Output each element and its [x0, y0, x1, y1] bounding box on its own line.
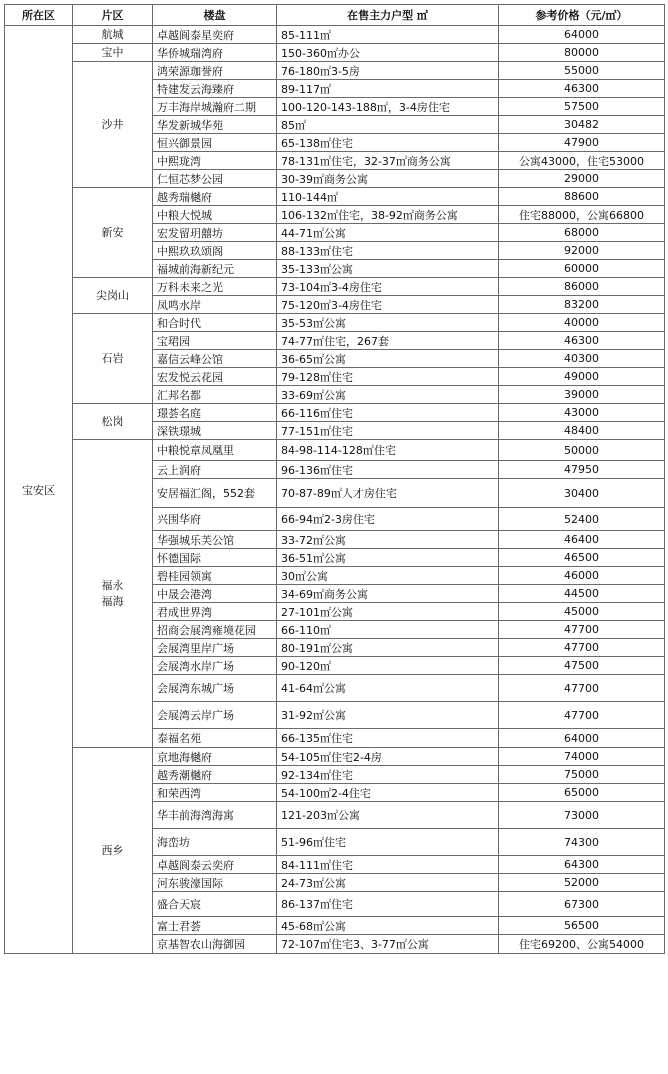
price-cell: 55000 [499, 62, 665, 80]
price-cell: 49000 [499, 368, 665, 386]
project-name-cell: 卓越阆泰云奕府 [153, 856, 277, 874]
price-cell: 73000 [499, 802, 665, 829]
unit-type-cell: 30-39㎡商务公寓 [277, 170, 499, 188]
price-cell: 56500 [499, 917, 665, 935]
price-cell: 74300 [499, 829, 665, 856]
price-cell: 68000 [499, 224, 665, 242]
unit-type-cell: 88-133㎡住宅 [277, 242, 499, 260]
price-cell: 64000 [499, 729, 665, 748]
project-name-cell: 宏发悦云花园 [153, 368, 277, 386]
project-name-cell: 中晟会港湾 [153, 585, 277, 603]
unit-type-cell: 70-87-89㎡人才房住宅 [277, 479, 499, 508]
unit-type-cell: 27-101㎡公寓 [277, 603, 499, 621]
table-row [5, 44, 665, 62]
price-cell: 74000 [499, 748, 665, 766]
unit-type-cell: 31-92㎡公寓 [277, 702, 499, 729]
price-cell: 住宅69200、公寓54000 [499, 935, 665, 954]
project-name-cell: 鸿荣源珈誉府 [153, 62, 277, 80]
project-name-cell: 会展湾水岸广场 [153, 657, 277, 675]
area-cell: 福永 福海 [73, 440, 153, 748]
unit-type-cell: 45-68㎡公寓 [277, 917, 499, 935]
unit-type-cell: 54-105㎡住宅2-4房 [277, 748, 499, 766]
unit-type-cell: 76-180㎡3-5房 [277, 62, 499, 80]
project-name-cell: 怀德国际 [153, 549, 277, 567]
project-name-cell: 汇邦名都 [153, 386, 277, 404]
unit-type-cell: 72-107㎡住宅3、3-77㎡公寓 [277, 935, 499, 954]
project-name-cell: 华发新城华苑 [153, 116, 277, 134]
area-cell: 石岩 [73, 314, 153, 404]
district-cell: 宝安区 [5, 26, 73, 954]
price-cell: 48400 [499, 422, 665, 440]
price-cell: 64000 [499, 26, 665, 44]
table-row [5, 314, 665, 332]
unit-type-cell: 51-96㎡住宅 [277, 829, 499, 856]
unit-type-cell: 80-191㎡公寓 [277, 639, 499, 657]
project-name-cell: 和荣西湾 [153, 784, 277, 802]
price-cell: 47950 [499, 461, 665, 479]
unit-type-cell: 89-117㎡ [277, 80, 499, 98]
project-name-cell: 仁恒芯梦公园 [153, 170, 277, 188]
price-cell: 47700 [499, 621, 665, 639]
header-unit-type: 在售主力户型 ㎡ [277, 5, 499, 26]
project-name-cell: 卓越阆泰星奕府 [153, 26, 277, 44]
unit-type-cell: 85-111㎡ [277, 26, 499, 44]
price-cell: 65000 [499, 784, 665, 802]
table-row [5, 62, 665, 80]
project-name-cell: 君成世界湾 [153, 603, 277, 621]
unit-type-cell: 84-111㎡住宅 [277, 856, 499, 874]
project-name-cell: 京基智农山海御园 [153, 935, 277, 954]
price-cell: 47700 [499, 702, 665, 729]
project-name-cell: 福城前海新纪元 [153, 260, 277, 278]
price-cell: 80000 [499, 44, 665, 62]
price-cell: 46400 [499, 531, 665, 549]
project-name-cell: 京地海樾府 [153, 748, 277, 766]
project-name-cell: 会展湾里岸广场 [153, 639, 277, 657]
project-name-cell: 华丰前海湾海寓 [153, 802, 277, 829]
project-name-cell: 璟荟名庭 [153, 404, 277, 422]
project-name-cell: 盛合天宸 [153, 892, 277, 917]
unit-type-cell: 106-132㎡住宅，38-92㎡商务公寓 [277, 206, 499, 224]
unit-type-cell: 96-136㎡住宅 [277, 461, 499, 479]
header-area: 片区 [73, 5, 153, 26]
price-cell: 75000 [499, 766, 665, 784]
project-name-cell: 和合时代 [153, 314, 277, 332]
unit-type-cell: 44-71㎡公寓 [277, 224, 499, 242]
project-name-cell: 万丰海岸城瀚府二期 [153, 98, 277, 116]
price-cell: 住宅88000，公寓66800 [499, 206, 665, 224]
project-name-cell: 凤鸣水岸 [153, 296, 277, 314]
unit-type-cell: 30㎡公寓 [277, 567, 499, 585]
area-cell: 沙井 [73, 62, 153, 188]
table-row [5, 188, 665, 206]
price-cell: 43000 [499, 404, 665, 422]
project-name-cell: 招商会展湾雍境花园 [153, 621, 277, 639]
unit-type-cell: 110-144㎡ [277, 188, 499, 206]
price-cell: 52400 [499, 508, 665, 531]
header-price: 参考价格（元/㎡） [499, 5, 665, 26]
unit-type-cell: 73-104㎡3-4房住宅 [277, 278, 499, 296]
area-cell: 西乡 [73, 748, 153, 954]
unit-type-cell: 75-120㎡3-4房住宅 [277, 296, 499, 314]
unit-type-cell: 74-77㎡住宅，267套 [277, 332, 499, 350]
housing-price-table [4, 4, 665, 954]
unit-type-cell: 35-53㎡公寓 [277, 314, 499, 332]
unit-type-cell: 35-133㎡公寓 [277, 260, 499, 278]
price-cell: 40300 [499, 350, 665, 368]
price-cell: 29000 [499, 170, 665, 188]
price-cell: 67300 [499, 892, 665, 917]
unit-type-cell: 84-98-114-128㎡住宅 [277, 440, 499, 461]
price-cell: 47900 [499, 134, 665, 152]
unit-type-cell: 100-120-143-188㎡，3-4房住宅 [277, 98, 499, 116]
unit-type-cell: 121-203㎡公寓 [277, 802, 499, 829]
price-cell: 50000 [499, 440, 665, 461]
unit-type-cell: 33-69㎡公寓 [277, 386, 499, 404]
project-name-cell: 宏发留玥囍坊 [153, 224, 277, 242]
unit-type-cell: 65-138㎡住宅 [277, 134, 499, 152]
table-body [5, 26, 665, 954]
area-cell: 尖岗山 [73, 278, 153, 314]
project-name-cell: 华强城乐芙公馆 [153, 531, 277, 549]
price-cell: 30400 [499, 479, 665, 508]
area-cell: 航城 [73, 26, 153, 44]
table-row [5, 748, 665, 766]
unit-type-cell: 66-116㎡住宅 [277, 404, 499, 422]
project-name-cell: 华侨城瑞湾府 [153, 44, 277, 62]
unit-type-cell: 77-151㎡住宅 [277, 422, 499, 440]
project-name-cell: 万科未来之光 [153, 278, 277, 296]
project-name-cell: 兴围华府 [153, 508, 277, 531]
price-cell: 46300 [499, 332, 665, 350]
price-cell: 47700 [499, 675, 665, 702]
project-name-cell: 中熙玖玖颂阁 [153, 242, 277, 260]
table-row [5, 278, 665, 296]
project-name-cell: 中粮大悦城 [153, 206, 277, 224]
project-name-cell: 中粮悦章凤凰里 [153, 440, 277, 461]
table-row [5, 404, 665, 422]
project-name-cell: 河东骏濠国际 [153, 874, 277, 892]
price-cell: 64300 [499, 856, 665, 874]
price-cell: 83200 [499, 296, 665, 314]
unit-type-cell: 79-128㎡住宅 [277, 368, 499, 386]
price-cell: 30482 [499, 116, 665, 134]
unit-type-cell: 86-137㎡住宅 [277, 892, 499, 917]
project-name-cell: 特建发云海臻府 [153, 80, 277, 98]
project-name-cell: 云上润府 [153, 461, 277, 479]
price-cell: 88600 [499, 188, 665, 206]
unit-type-cell: 78-131㎡住宅，32-37㎡商务公寓 [277, 152, 499, 170]
price-cell: 47700 [499, 639, 665, 657]
project-name-cell: 深铁璟城 [153, 422, 277, 440]
price-cell: 公寓43000，住宅53000 [499, 152, 665, 170]
project-name-cell: 会展湾云岸广场 [153, 702, 277, 729]
price-cell: 46500 [499, 549, 665, 567]
unit-type-cell: 85㎡ [277, 116, 499, 134]
header-project: 楼盘 [153, 5, 277, 26]
unit-type-cell: 66-94㎡2-3房住宅 [277, 508, 499, 531]
price-cell: 46300 [499, 80, 665, 98]
price-cell: 40000 [499, 314, 665, 332]
price-cell: 86000 [499, 278, 665, 296]
project-name-cell: 泰福名苑 [153, 729, 277, 748]
unit-type-cell: 92-134㎡住宅 [277, 766, 499, 784]
unit-type-cell: 66-135㎡住宅 [277, 729, 499, 748]
project-name-cell: 富士君荟 [153, 917, 277, 935]
project-name-cell: 会展湾东城广场 [153, 675, 277, 702]
project-name-cell: 恒兴御景园 [153, 134, 277, 152]
project-name-cell: 碧桂园领寓 [153, 567, 277, 585]
project-name-cell: 海峦坊 [153, 829, 277, 856]
unit-type-cell: 34-69㎡商务公寓 [277, 585, 499, 603]
unit-type-cell: 24-73㎡公寓 [277, 874, 499, 892]
price-cell: 52000 [499, 874, 665, 892]
price-cell: 45000 [499, 603, 665, 621]
project-name-cell: 越秀瑞樾府 [153, 188, 277, 206]
header-district: 所在区 [5, 5, 73, 26]
price-cell: 57500 [499, 98, 665, 116]
unit-type-cell: 36-65㎡公寓 [277, 350, 499, 368]
project-name-cell: 宝珺园 [153, 332, 277, 350]
area-cell: 新安 [73, 188, 153, 278]
project-name-cell: 嘉信云峰公馆 [153, 350, 277, 368]
unit-type-cell: 66-110㎡ [277, 621, 499, 639]
price-cell: 60000 [499, 260, 665, 278]
price-cell: 47500 [499, 657, 665, 675]
unit-type-cell: 54-100㎡2-4住宅 [277, 784, 499, 802]
unit-type-cell: 150-360㎡办公 [277, 44, 499, 62]
unit-type-cell: 41-64㎡公寓 [277, 675, 499, 702]
unit-type-cell: 90-120㎡ [277, 657, 499, 675]
table-row [5, 440, 665, 461]
project-name-cell: 越秀潮樾府 [153, 766, 277, 784]
price-cell: 39000 [499, 386, 665, 404]
table-row [5, 26, 665, 44]
unit-type-cell: 33-72㎡公寓 [277, 531, 499, 549]
unit-type-cell: 36-51㎡公寓 [277, 549, 499, 567]
area-cell: 宝中 [73, 44, 153, 62]
price-cell: 46000 [499, 567, 665, 585]
project-name-cell: 安居福汇阁，552套 [153, 479, 277, 508]
area-cell: 松岗 [73, 404, 153, 440]
price-cell: 44500 [499, 585, 665, 603]
price-cell: 92000 [499, 242, 665, 260]
project-name-cell: 中熙珑湾 [153, 152, 277, 170]
